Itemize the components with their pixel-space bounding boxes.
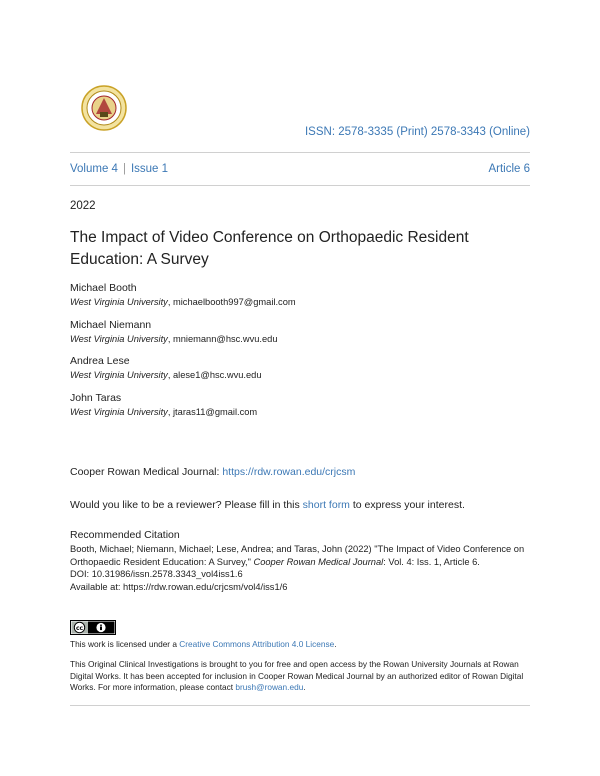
divider: [70, 705, 530, 706]
license-text: This work is licensed under a: [70, 639, 180, 649]
publication-year: 2022: [70, 200, 96, 212]
notice-text: This Original Clinical Investigations is brought to you for free and open access by the Rowan University Journals at Rowan Digital Works. It has been accepted for inclusion in Cooper Rowan Medical Journal by an authorized editor of Rowan Digital Works. For more information, please contact: [70, 659, 524, 692]
citation-block: [70, 543, 532, 593]
citation-available: Available at: https://rdw.rowan.edu/crjcsm/vol4/iss1/6: [70, 581, 288, 592]
citation-journal: Cooper Rowan Medical Journal: [253, 556, 384, 567]
author-institution: West Virginia University: [70, 370, 168, 380]
short-form-link[interactable]: short form: [302, 499, 350, 511]
author-affiliation: [70, 407, 257, 417]
notice-end: .: [303, 682, 306, 692]
access-notice: [70, 659, 532, 694]
svg-text:cc: cc: [75, 624, 84, 632]
journal-label: Cooper Rowan Medical Journal:: [70, 466, 223, 478]
reviewer-prompt: [70, 499, 465, 511]
cc-by-badge-icon[interactable]: [70, 620, 116, 635]
author-institution: West Virginia University: [70, 297, 168, 307]
author-affiliation: [70, 370, 262, 380]
volume-issue: [70, 163, 168, 175]
author-email: , mniemann@hsc.wvu.edu: [167, 334, 278, 344]
author-institution: West Virginia University: [70, 407, 168, 417]
issue-link[interactable]: Issue 1: [130, 163, 169, 175]
divider: [70, 185, 530, 186]
author-affiliation: [70, 297, 296, 307]
author-institution: West Virginia University: [70, 334, 168, 344]
license-line: [70, 639, 337, 649]
author-affiliation: [70, 334, 278, 344]
issn-text: ISSN: 2578-3335 (Print) 2578-3343 (Online): [304, 126, 530, 138]
author-name: Michael Niemann: [70, 319, 152, 331]
author-email: , jtaras11@gmail.com: [167, 407, 258, 417]
citation-text-end: : Vol. 4: Iss. 1, Article 6.: [383, 556, 480, 567]
page-title: The Impact of Video Conference on Orthopaedic Resident Education: A Survey: [70, 229, 469, 268]
citation-doi: DOI: 10.31986/issn.2578.3343_vol4iss1.6: [70, 569, 243, 579]
author-email: , alese1@hsc.wvu.edu: [167, 370, 262, 380]
license-text-end: .: [334, 639, 337, 649]
reviewer-text: Would you like to be a reviewer? Please fill in this: [70, 499, 303, 511]
journal-seal-icon: [81, 84, 127, 132]
contact-email-link[interactable]: brush@rowan.edu: [235, 682, 304, 692]
author-name: Michael Booth: [70, 282, 137, 294]
license-link[interactable]: Creative Commons Attribution 4.0 License: [179, 639, 335, 649]
volume-link[interactable]: Volume 4: [70, 163, 118, 175]
volume-issue-separator: |: [122, 163, 126, 175]
citation-heading: Recommended Citation: [70, 529, 180, 541]
article-link[interactable]: Article 6: [488, 163, 530, 175]
citation-text: Booth, Michael; Niemann, Michael; Lese, Andrea; and Taras, John (2022) "The Impact of Video Conference on Orthopaedic Resident Education: A Survey,": [70, 544, 525, 567]
journal-url-link[interactable]: https://rdw.rowan.edu/crjcsm: [222, 466, 356, 478]
journal-line: [70, 466, 355, 478]
author-email: , michaelbooth997@gmail.com: [167, 297, 296, 307]
author-name: John Taras: [70, 392, 122, 404]
reviewer-text-end: to express your interest.: [349, 499, 465, 511]
author-name: Andrea Lese: [70, 355, 130, 367]
divider: [70, 152, 530, 153]
